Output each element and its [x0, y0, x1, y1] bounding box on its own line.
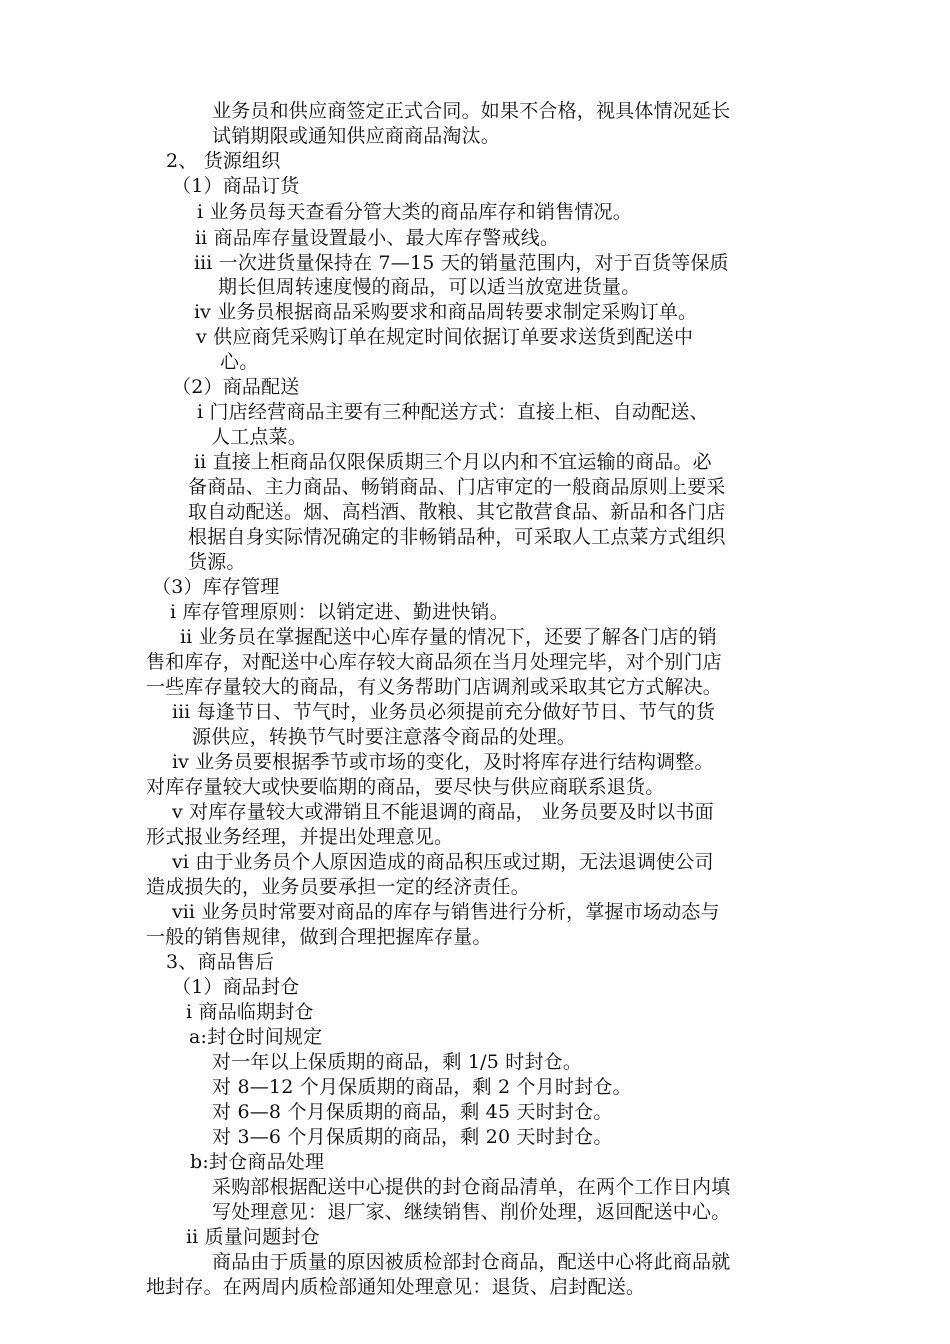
- text-line: ⅲ 每逢节日、节气时，业务员必须提前充分做好节日、节气的货: [172, 701, 716, 723]
- text-line: 采购部根据配送中心提供的封仓商品清单，在两个工作日内填: [212, 1176, 731, 1198]
- text-line: 货源。: [188, 551, 246, 573]
- text-line: ⅳ 业务员要根据季节或市场的变化，及时将库存进行结构调整。: [172, 751, 714, 773]
- text-line: ⅵ 由于业务员个人原因造成的商品积压或过期，无法退调使公司: [172, 851, 714, 873]
- text-line: ⅰ 库存管理原则：以销定进、勤进快销。: [170, 601, 509, 623]
- text-line: 对库存量较大或快要临期的商品，要尽快与供应商联系退货。: [146, 776, 665, 798]
- subsection-heading: （3）库存管理: [152, 576, 280, 598]
- text-line: 一些库存量较大的商品，有义务帮助门店调剂或采取其它方式解决。: [146, 676, 723, 698]
- text-line: ⅰ 商品临期封仓: [186, 1001, 314, 1023]
- text-line: 对 8—12 个月保质期的商品，剩 2 个月时封仓。: [212, 1076, 632, 1098]
- text-line: 造成损失的，业务员要承担一定的经济责任。: [146, 876, 531, 898]
- text-line: 源供应，转换节气时要注意落令商品的处理。: [192, 726, 577, 748]
- text-line: ⅱ 质量问题封仓: [186, 1226, 320, 1248]
- text-line: 对一年以上保质期的商品，剩 1/5 时封仓。: [212, 1051, 583, 1073]
- text-line: 期长但周转速度慢的商品，可以适当放宽进货量。: [218, 276, 641, 298]
- subsection-heading: （1）商品封仓: [172, 976, 300, 998]
- text-line: ⅰ 业务员每天查看分管大类的商品库存和销售情况。: [197, 201, 632, 223]
- text-line: ⅰ 门店经营商品主要有三种配送方式：直接上柜、自动配送、: [197, 401, 709, 423]
- subsection-heading: （2）商品配送: [172, 376, 300, 398]
- text-line: a:封仓时间规定: [189, 1026, 323, 1048]
- text-line: 取自动配送。烟、高档酒、散粮、其它散营食品、新品和各门店: [188, 501, 726, 523]
- text-line: ⅴ 供应商凭采购订单在规定时间依据订单要求送货到配送中: [196, 326, 694, 348]
- text-line: 写处理意见：退厂家、继续销售、削价处理，返回配送中心。: [212, 1201, 731, 1223]
- text-line: 对 3—6 个月保质期的商品，剩 20 天时封仓。: [212, 1126, 613, 1148]
- text-line: ⅴ 对库存量较大或滞销且不能退调的商品， 业务员要及时以书面: [172, 801, 714, 823]
- text-line: b:封仓商品处理: [190, 1151, 325, 1173]
- text-line: 地封存。在两周内质检部通知处理意见：退货、启封配送。: [146, 1276, 646, 1298]
- section-heading: 2、 货源组织: [166, 150, 281, 172]
- text-line: ⅳ 业务员根据商品采购要求和商品周转要求制定采购订单。: [194, 301, 698, 323]
- text-line: 商品由于质量的原因被质检部封仓商品，配送中心将此商品就: [212, 1251, 731, 1273]
- text-line: 对 6—8 个月保质期的商品，剩 45 天时封仓。: [212, 1101, 613, 1123]
- text-line: 根据自身实际情况确定的非畅销品种，可采取人工点菜方式组织: [188, 526, 726, 548]
- text-line: ⅲ 一次进货量保持在 7—15 天的销量范围内，对于百货等保质: [194, 252, 729, 274]
- text-line: ⅱ 业务员在掌握配送中心库存量的情况下，还要了解各门店的销: [180, 626, 717, 648]
- text-line: 人工点菜。: [211, 426, 308, 448]
- text-line: ⅱ 直接上柜商品仅限保质期三个月以内和不宜运输的商品。必: [194, 451, 712, 473]
- text-line: 试销期限或通知供应商商品淘汰。: [212, 125, 501, 147]
- subsection-heading: （1）商品订货: [172, 175, 300, 197]
- text-line: ⅶ 业务员时常要对商品的库存与销售进行分析，掌握市场动态与: [172, 901, 720, 923]
- text-line: 一般的销售规律，做到合理把握库存量。: [146, 926, 492, 948]
- text-line: 业务员和供应商签定正式合同。如果不合格，视具体情况延长: [212, 100, 731, 122]
- text-line: 心。: [220, 351, 259, 373]
- section-heading: 3、商品售后: [166, 951, 275, 973]
- text-line: ⅱ 商品库存量设置最小、最大库存警戒线。: [195, 227, 560, 249]
- text-line: 备商品、主力商品、畅销商品、门店审定的一般商品原则上要采: [188, 476, 726, 498]
- text-line: 形式报业务经理，并提出处理意见。: [146, 826, 454, 848]
- text-line: 售和库存，对配送中心库存较大商品须在当月处理完毕，对个别门店: [146, 651, 723, 673]
